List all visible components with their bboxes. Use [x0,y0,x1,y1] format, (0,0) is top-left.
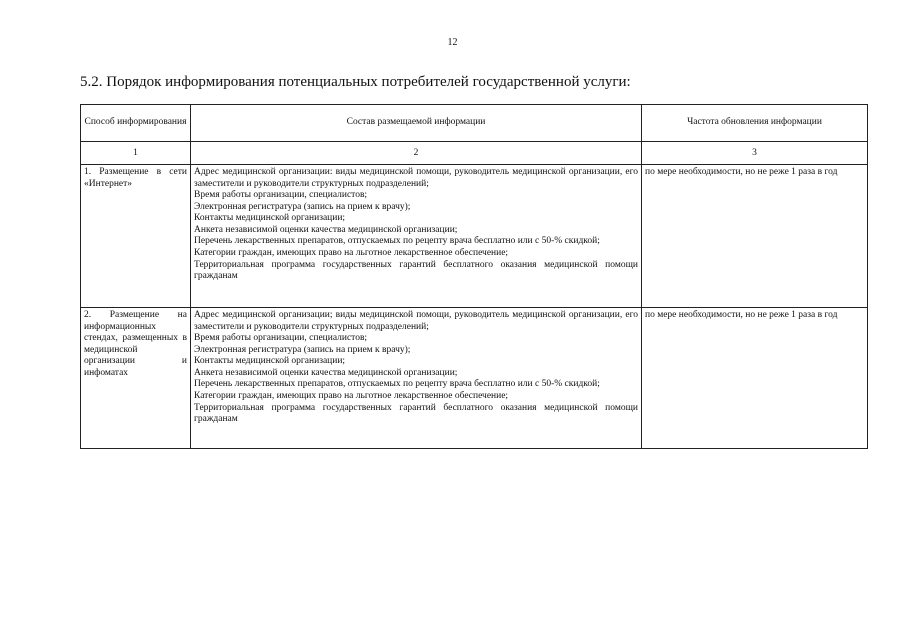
content-line: Электронная регистратура (запись на прием к врачу); [194,201,411,212]
content-line: Анкета независимой оценки качества медицинской организации; [194,224,458,235]
frequency-cell: по мере необходимости, но не реже 1 раза в год [642,165,868,308]
column-number: 1 [81,142,191,165]
header-content: Состав размещаемой информации [191,105,642,142]
column-number: 3 [642,142,868,165]
content-line: Территориальная программа государственных гарантий бесплатного оказания медицинской помощи гражданам [194,259,638,282]
method-cell: 1. Размещение в сети «Интернет» [81,165,191,308]
column-number-row [81,142,868,165]
content-line: Анкета независимой оценки качества медицинской организации; [194,367,458,378]
content-line: Адрес медицинской организации: виды медицинской помощи, руководитель медицинской организации, его заместители и руководители структурных подразделений; [194,167,638,189]
content-line: Перечень лекарственных препаратов, отпускаемых по рецепту врача бесплатно или с 50-% скидкой; [194,236,600,247]
table-row [81,165,868,308]
frequency-cell: по мере необходимости, но не реже 1 раза в год [642,308,868,449]
content-cell [191,165,642,308]
content-line: Категории граждан, имеющих право на льготное лекарственное обеспечение; [194,391,509,402]
table-header-row [81,105,868,142]
method-cell: 2. Размещение на информационных стендах, размещенных в медицинской организации и инфоматах [81,308,191,449]
information-table [80,104,868,449]
content-line: Категории граждан, имеющих право на льготное лекарственное обеспечение; [194,248,509,259]
content-line: Перечень лекарственных препаратов, отпускаемых по рецепту врача бесплатно или с 50-% скидкой; [194,379,600,390]
content-line: Контакты медицинской организации; [194,356,346,367]
content-line: Адрес медицинской организации; виды медицинской помощи, руководитель медицинской организации, его заместители и руководители структурных подразделений; [194,310,638,332]
header-method: Способ информирования [81,105,191,142]
table-row [81,308,868,449]
content-line: Контакты медицинской организации; [194,213,346,224]
content-line: Время работы организации, специалистов; [194,333,368,344]
page-number: 12 [447,37,458,48]
content-line: Территориальная программа государственных гарантий бесплатного оказания медицинской помощи гражданам [194,402,638,425]
content-line: Электронная регистратура (запись на прием к врачу); [194,344,411,355]
content-line: Время работы организации, специалистов; [194,190,368,201]
content-cell [191,308,642,449]
section-heading: 5.2. Порядок информирования потенциальных потребителей государственной услуги: [80,74,631,90]
column-number: 2 [191,142,642,165]
header-frequency: Частота обновления информации [642,105,868,142]
